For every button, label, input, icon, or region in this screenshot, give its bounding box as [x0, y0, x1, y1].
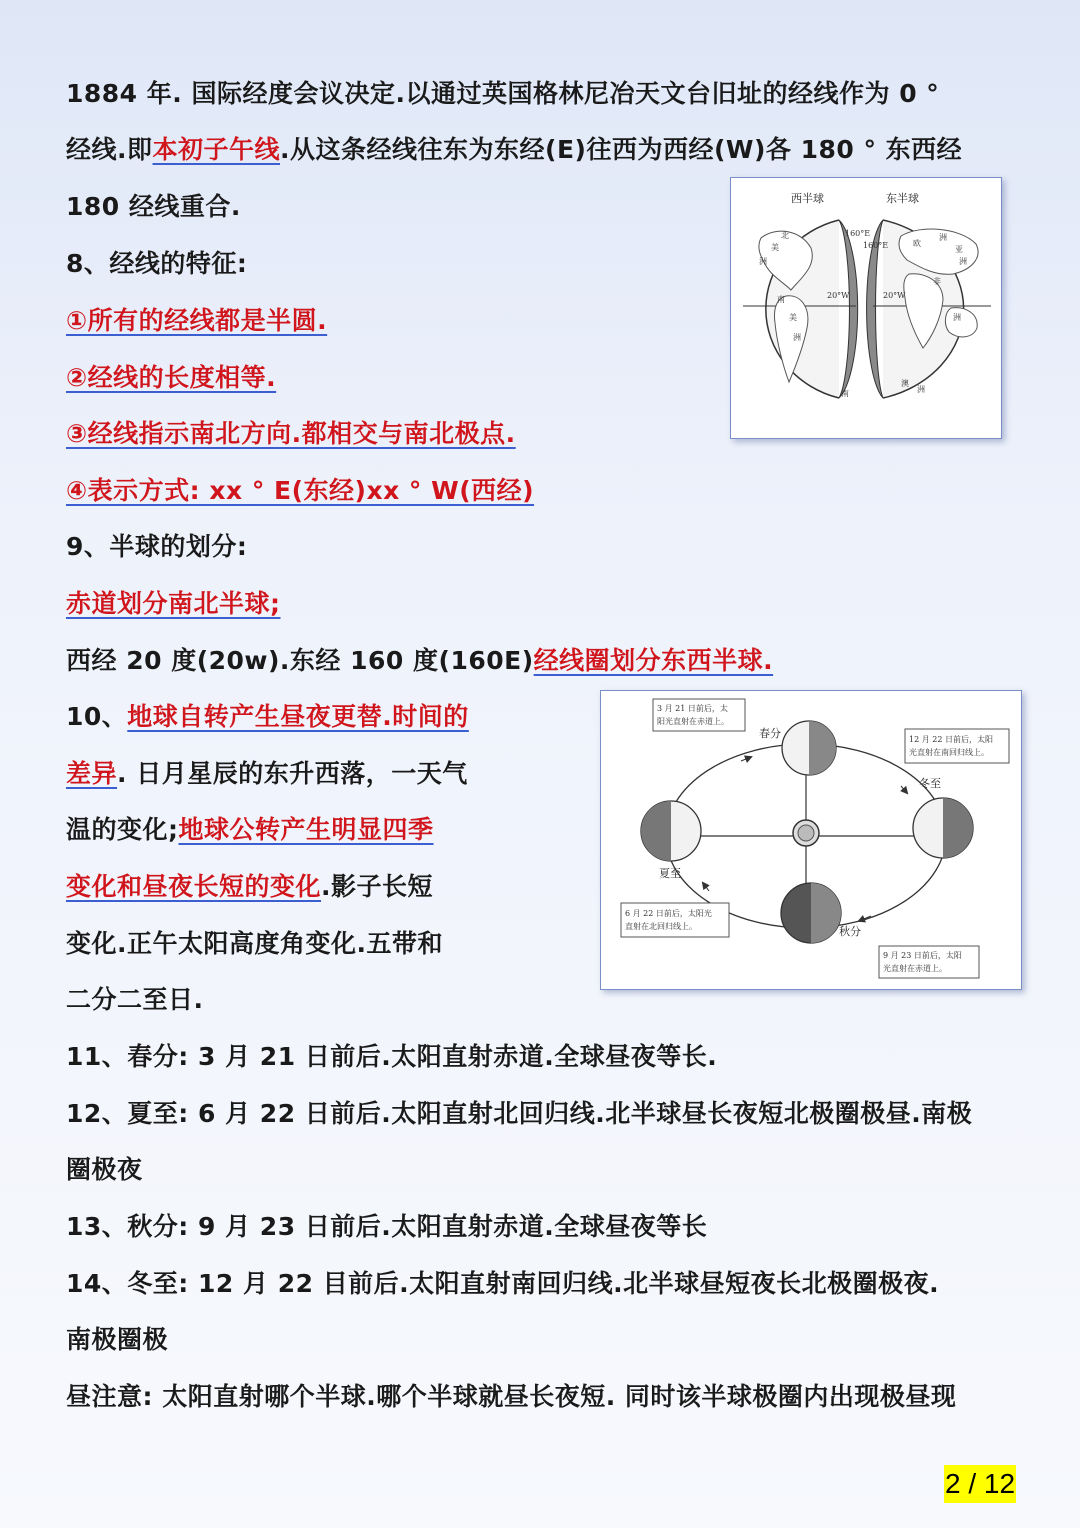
label-south-pole: 南	[841, 389, 849, 398]
winter-solstice-line-cont: 南极圈极	[66, 1325, 169, 1354]
revolution-effect-term: 地球公转产生明显四季	[178, 815, 434, 844]
feature-3: ③经线指示南北方向.都相交与南北极点.	[66, 419, 516, 448]
orbit-figure	[600, 690, 1022, 990]
label-america-2: 美	[789, 313, 797, 322]
note-june-2: 直射在北回归线上。	[625, 922, 697, 931]
rotation-effect-term: 地球自转产生昼夜更替.时间的	[127, 702, 469, 731]
feature-2: ②经线的长度相等.	[66, 363, 277, 392]
text-line-15b: .影子长短	[321, 872, 434, 901]
page-indicator: 2 / 12	[944, 1465, 1016, 1503]
text-line-15	[66, 869, 433, 905]
spring-equinox-line: 11、春分: 3 月 21 日前后.太阳直射赤道.全球昼夜等长.	[66, 1042, 718, 1071]
text-line-14a: 温的变化;	[66, 815, 179, 844]
lon-160e-a: 160°E	[845, 229, 871, 238]
feature-4: ④表示方式: xx ° E(东经)xx ° W(西经)	[66, 476, 535, 505]
lon-20w-b: 20°W	[883, 291, 906, 300]
note-september-1: 9 月 23 日前后，太阳	[883, 951, 962, 960]
text-line-2	[66, 132, 962, 168]
text-line-14	[66, 812, 434, 848]
note-march-1: 3 月 21 日前后，太	[657, 704, 728, 713]
label-continent-6: 洲	[917, 385, 925, 394]
winter-solstice-line: 14、冬至: 12 月 22 目前后.太阳直射南回归线.北半球昼短夜长北极圈极夜.	[66, 1269, 940, 1298]
autumn-equinox-line: 13、秋分: 9 月 23 日前后.太阳直射赤道.全球昼夜等长	[66, 1212, 708, 1241]
heading-hemisphere-division: 9、半球的划分:	[66, 532, 248, 561]
season-autumn: 秋分	[839, 925, 861, 938]
heading-meridian-features: 8、经线的特征:	[66, 249, 248, 278]
lon-20w-a: 20°W	[827, 291, 850, 300]
note-december-1: 12 月 22 日前后，太阳	[909, 735, 993, 744]
east-hemisphere-title: 东半球	[886, 192, 919, 205]
season-summer: 夏至	[659, 867, 681, 880]
label-america-1: 美	[771, 243, 779, 252]
text-line-3: 180 经线重合.	[66, 192, 241, 221]
label-europe: 欧	[913, 239, 921, 248]
note-march-2: 阳光直射在赤道上。	[657, 717, 729, 726]
label-continent-1: 洲	[759, 257, 767, 266]
label-oceania: 澳	[901, 379, 909, 388]
label-continent-3: 洲	[939, 233, 947, 242]
text-line-2c: .从这条经线往东为东经(E)往西为西经(W)各 180 ° 东西经	[280, 135, 963, 164]
summer-solstice-line-cont: 圈极夜	[66, 1155, 143, 1184]
note-september-2: 光直射在赤道上。	[883, 964, 947, 973]
label-continent-5: 洲	[953, 313, 961, 322]
text-line-11	[66, 643, 773, 679]
text-line-12a: 10、	[66, 702, 128, 731]
meridian-circle-division: 经线圈划分东西半球.	[533, 646, 774, 675]
label-continent-4: 洲	[959, 257, 967, 266]
feature-1: ①所有的经线都是半圆.	[66, 306, 328, 335]
text-line-17: 二分二至日.	[66, 985, 204, 1014]
label-asia: 亚	[955, 245, 963, 254]
difference-term: 差异	[66, 759, 118, 788]
label-africa: 非	[933, 277, 941, 286]
text-line-2a: 经线.即	[66, 135, 153, 164]
label-north: 北	[781, 231, 789, 240]
text-line-13b: . 日月星辰的东升西落，一天气	[117, 759, 468, 788]
lon-160e-b: 160°E	[863, 241, 889, 250]
summer-solstice-line: 12、夏至: 6 月 22 日前后.太阳直射北回归线.北半球昼长夜短北极圈极昼.南极	[66, 1099, 973, 1128]
note-december-2: 光直射在南回归线上。	[909, 748, 989, 757]
season-spring: 春分	[759, 727, 781, 740]
label-continent-2: 洲	[793, 333, 801, 342]
note-june-1: 6 月 22 日前后，太阳光	[625, 909, 712, 918]
season-winter: 冬至	[919, 777, 941, 790]
note-line: 昼注意: 太阳直射哪个半球.哪个半球就昼长夜短. 同时该半球极圈内出现极昼现	[66, 1382, 957, 1411]
text-line-11a: 西经 20 度(20w).东经 160 度(160E)	[66, 646, 534, 675]
text-line-16: 变化.正午太阳高度角变化.五带和	[66, 929, 443, 958]
text-line-12	[66, 699, 469, 735]
text-line-1: 1884 年. 国际经度会议决定.以通过英国格林尼冶天文台旧址的经线作为 0 °	[66, 79, 940, 108]
hemisphere-figure	[730, 177, 1002, 439]
equator-division: 赤道划分南北半球;	[66, 589, 281, 618]
label-south: 南	[777, 295, 785, 304]
west-hemisphere-title: 西半球	[791, 192, 824, 205]
prime-meridian-term: 本初子午线	[152, 135, 281, 164]
text-line-13	[66, 756, 468, 792]
day-length-change-term: 变化和昼夜长短的变化	[66, 872, 322, 901]
